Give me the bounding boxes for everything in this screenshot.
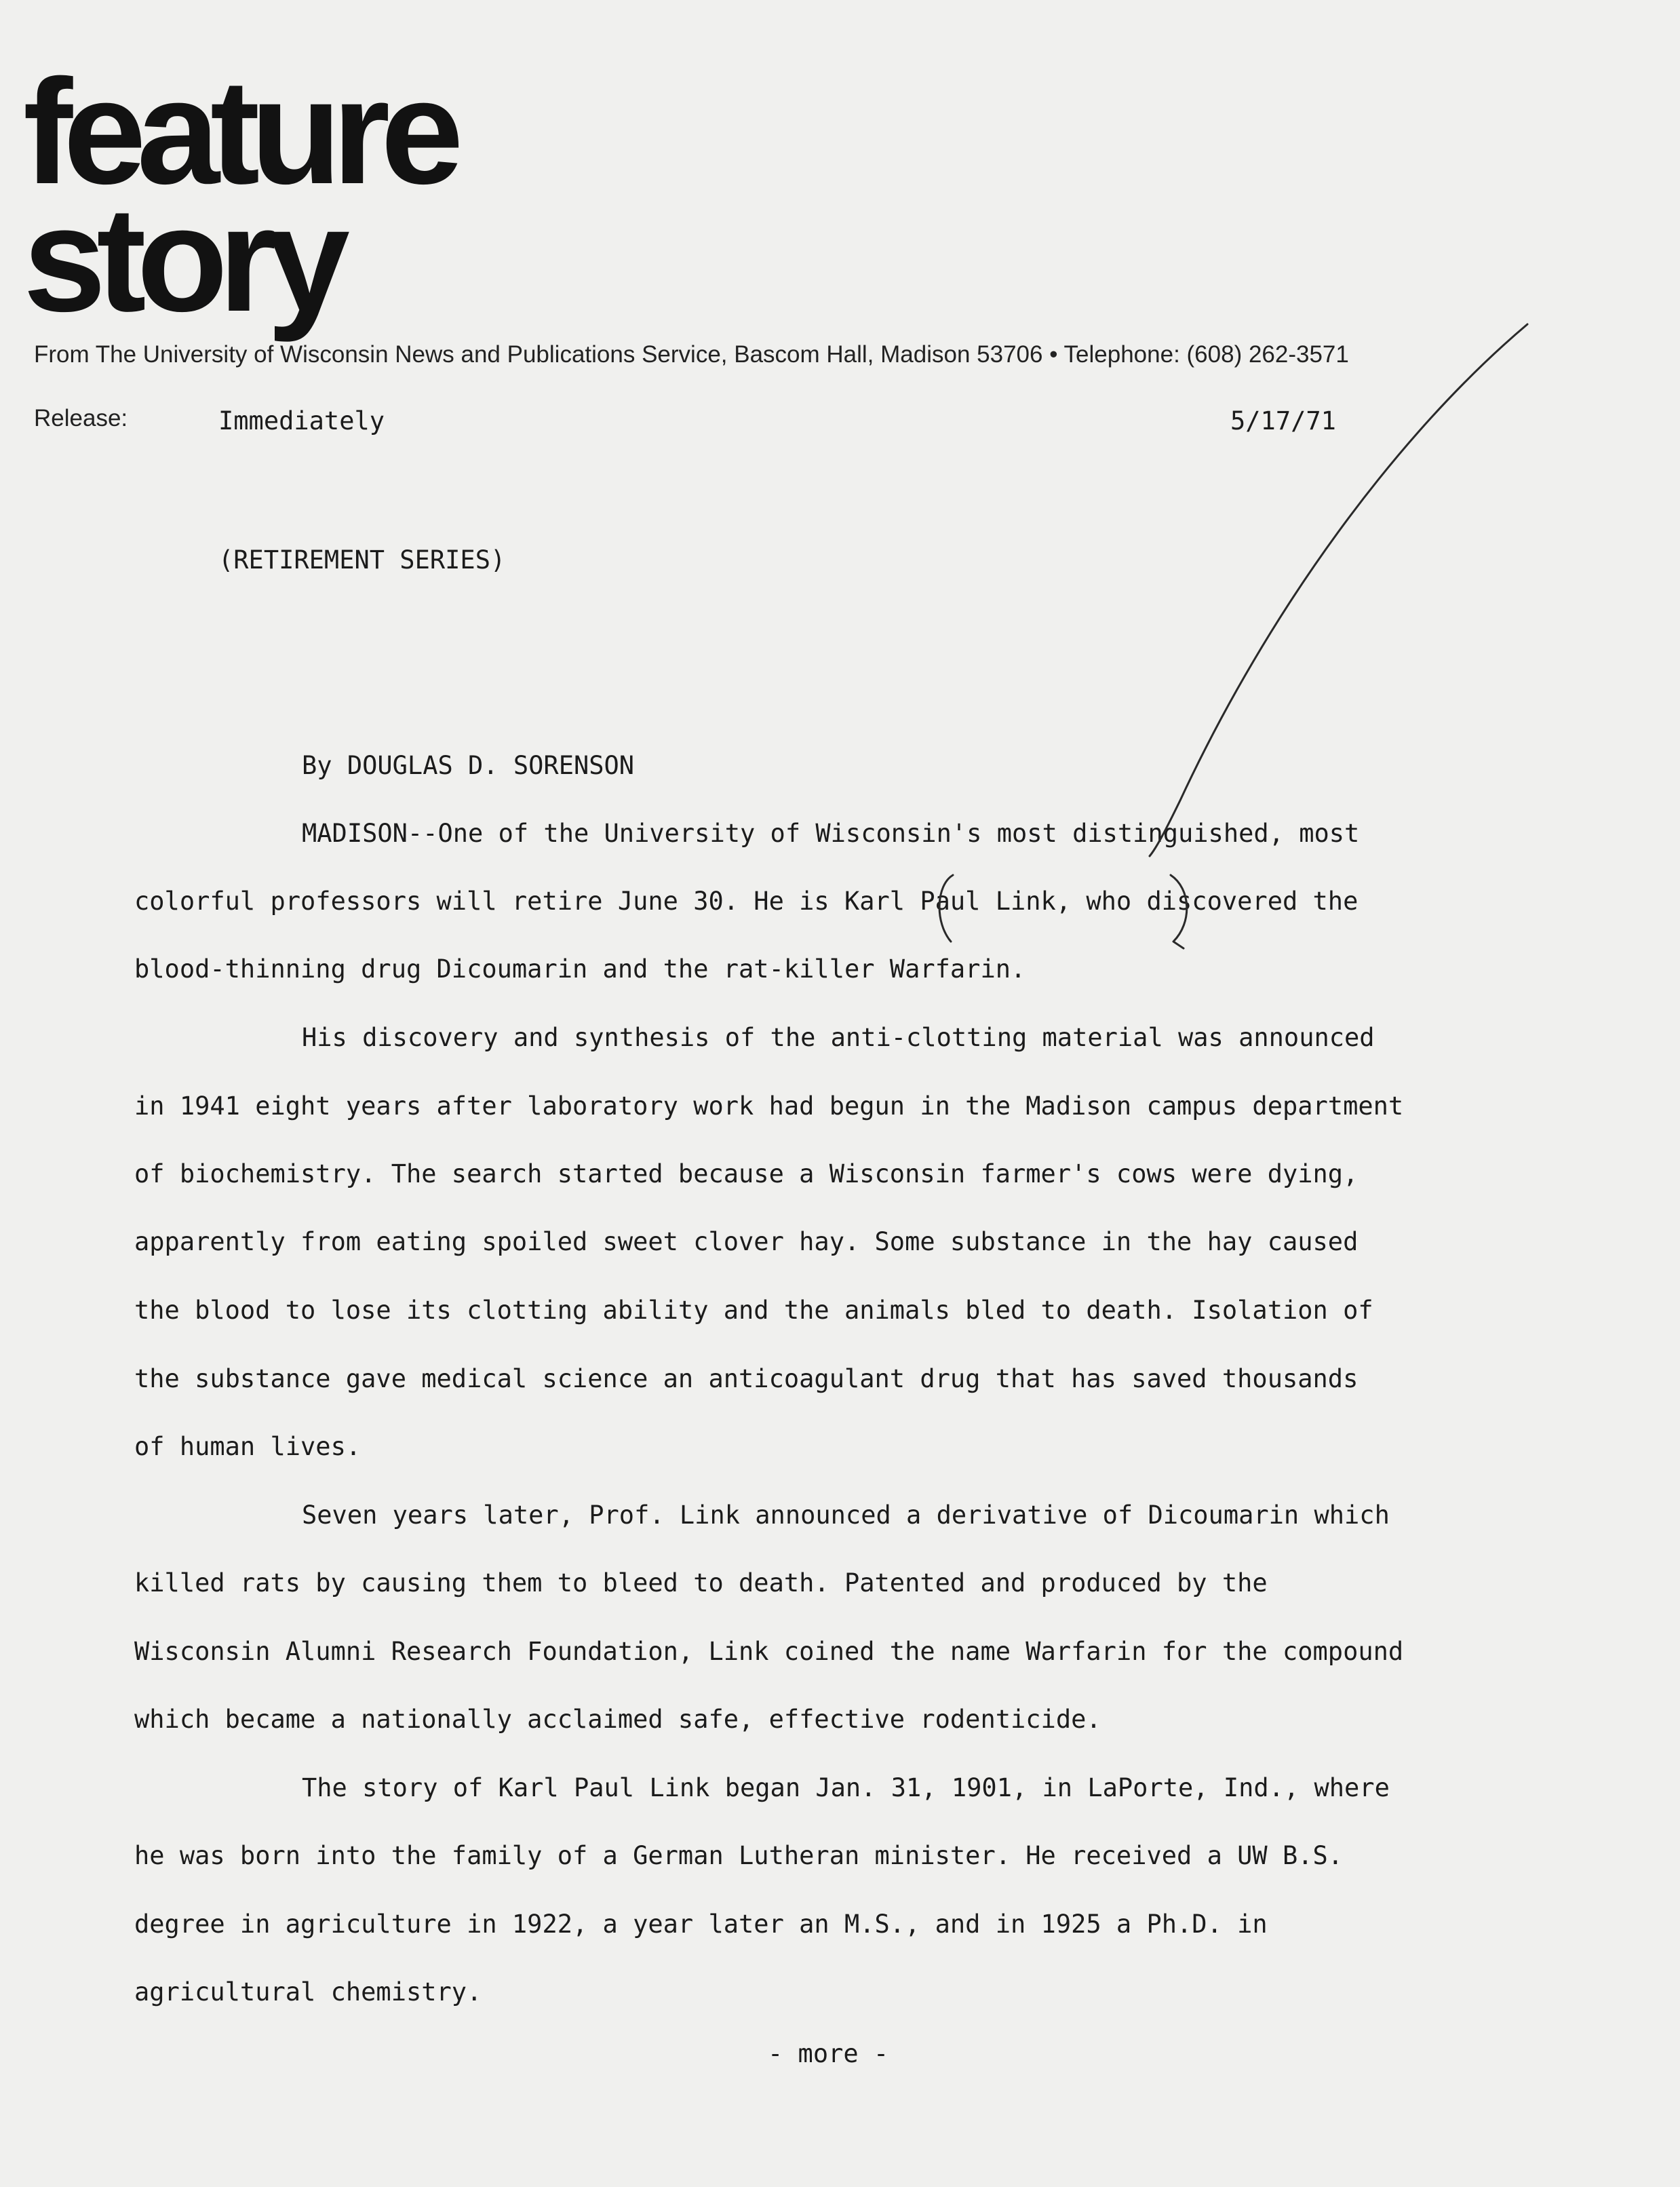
feature-story-logo (23, 48, 454, 343)
paragraph-2-line-5: the blood to lose its clotting ability and the animals bled to death. Isolation of (134, 1296, 1373, 1325)
paragraph-3-line-3: Wisconsin Alumni Research Foundation, Link coined the name Warfarin for the compound (134, 1637, 1404, 1666)
paragraph-3-line-1: Seven years later, Prof. Link announced a derivative of Dicoumarin which (302, 1501, 1390, 1530)
paragraph-2-line-6: the substance gave medical science an anticoagulant drug that has saved thousands (134, 1364, 1359, 1393)
paragraph-4-line-3: degree in agriculture in 1922, a year later an M.S., and in 1925 a Ph.D. in (134, 1910, 1268, 1939)
publisher-line: From The University of Wisconsin News and Publications Service, Bascom Hall, Madison 53706 • Telephone: (608) 262-3571 (34, 341, 1349, 368)
paragraph-1-line-1: MADISON--One of the University of Wisconsin's most distinguished, most (302, 819, 1360, 848)
paragraph-2-line-2: in 1941 eight years after laboratory work had begun in the Madison campus department (134, 1091, 1404, 1121)
release-label: Release: (34, 405, 128, 431)
paragraph-1-line-2: colorful professors will retire June 30. He is Karl Paul Link, who discovered the (134, 887, 1359, 916)
paragraph-2-line-4: apparently from eating spoiled sweet clover hay. Some substance in the hay caused (134, 1227, 1359, 1256)
logo-line-story: story (23, 176, 340, 343)
paragraph-3-line-4: which became a nationally acclaimed safe, effective rodenticide. (134, 1705, 1101, 1734)
paragraph-1-line-3: blood-thinning drug Dicoumarin and the rat-killer Warfarin. (134, 954, 1026, 984)
paragraph-3-line-2: killed rats by causing them to bleed to death. Patented and produced by the (134, 1568, 1268, 1598)
logo-line-feature: feature (23, 48, 454, 215)
paragraph-2-line-7: of human lives. (134, 1432, 362, 1461)
release-value: Immediately (218, 406, 385, 436)
paragraph-4-line-1: The story of Karl Paul Link began Jan. 31, 1901, in LaPorte, Ind., where (302, 1773, 1390, 1802)
release-date: 5/17/71 (1230, 406, 1336, 436)
paragraph-2-line-1: His discovery and synthesis of the anti-clotting material was announced (302, 1023, 1375, 1052)
byline: By DOUGLAS D. SORENSON (302, 751, 635, 780)
paragraph-4-line-2: he was born into the family of a German Lutheran minister. He received a UW B.S. (134, 1841, 1344, 1870)
paragraph-2-line-3: of biochemistry. The search started because a Wisconsin farmer's cows were dying, (134, 1159, 1359, 1188)
paragraph-4-line-4: agricultural chemistry. (134, 1977, 482, 2007)
more-footer: - more - (768, 2039, 889, 2068)
series-heading: (RETIREMENT SERIES) (218, 545, 506, 575)
